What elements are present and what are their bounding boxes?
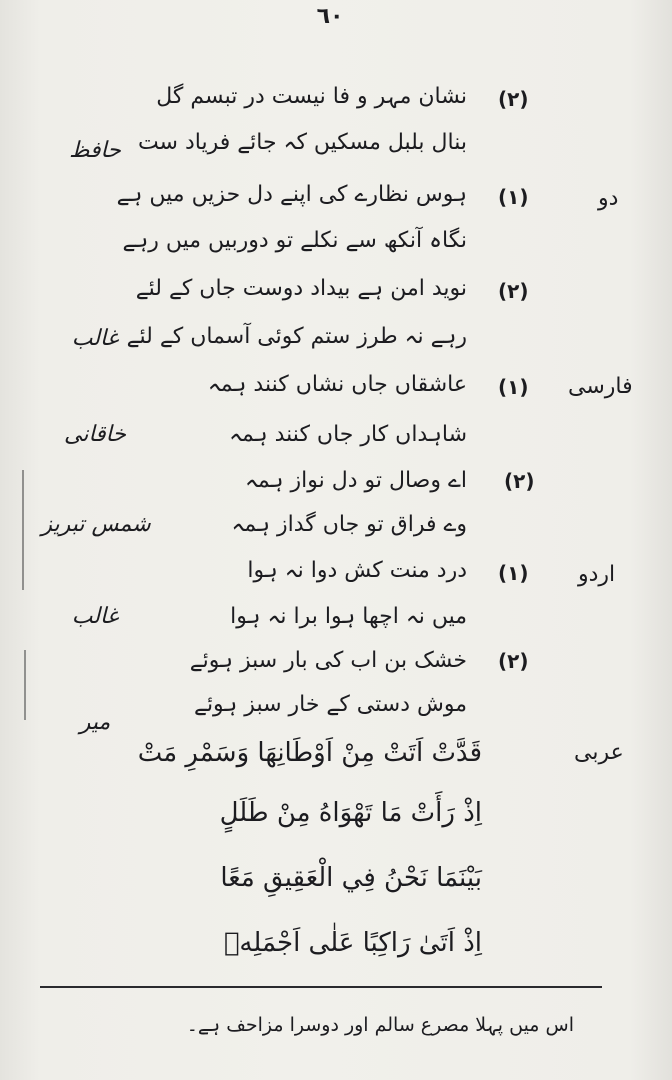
verse-number: (۲) (504, 469, 535, 493)
verse-line: رہے نہ طرز ستم کوئی آسماں کے لئے (126, 324, 467, 349)
verse-number: (۱) (498, 561, 529, 585)
language-label: دو (598, 186, 619, 211)
poet-name: غالب (71, 326, 119, 351)
language-label: عربی (574, 740, 624, 765)
arabic-verse-line: قَدَّتْ اَتَتْ مِنْ اَوْطَانِهَا وَسَمْرِ مَتْ (137, 738, 482, 768)
verse-number: (۲) (498, 279, 529, 303)
language-label: اردو (578, 562, 616, 587)
language-label: فارسی (568, 374, 633, 399)
verse-number: (۱) (498, 185, 529, 209)
arabic-verse-line: بَيْنَمَا نَحْنُ فِي الْعَقِيقِ مَعًا (220, 863, 482, 893)
verse-line: نشان مہر و فا نیست در تبسم گل (156, 84, 467, 109)
poet-name: شمس تبریز (41, 512, 151, 537)
verse-line: ہوس نظارے کی اپنے دل حزیں میں ہے (116, 182, 467, 207)
poet-name: میر (79, 710, 111, 735)
verse-line: میں نہ اچھا ہوا برا نہ ہوا (230, 604, 467, 629)
margin-mark (22, 470, 24, 590)
verse-line: خشک بن اب کی بار سبز ہوئے (189, 648, 467, 673)
verse-line: درد منت کش دوا نہ ہوا (247, 558, 467, 583)
arabic-verse-line: اِذْ رَأَتْ مَا تَهْوَاهُ مِنْ طَلَلٍ (219, 798, 482, 828)
verse-line: نوید امن ہے بیداد دوست جاں کے لئے (135, 276, 467, 301)
verse-line: شاہداں کار جاں کنند ہمہ (229, 422, 467, 447)
verse-number: (۲) (498, 649, 529, 673)
arabic-verse-line: اِذْ اَتَیٰ رَاكِبًا عَلٰی اَجْمَلِهٖ (223, 928, 482, 958)
page-number: ٦٠ (316, 4, 344, 29)
poet-name: غالب (71, 604, 119, 629)
verse-line: اے وصال تو دل نواز ہمہ (245, 468, 467, 493)
poet-name: خاقانی (64, 422, 126, 447)
verse-number: (۱) (498, 375, 529, 399)
verse-number: (۲) (498, 87, 529, 111)
verse-line: موش دستی کے خار سبز ہوئے (194, 692, 467, 717)
verse-line: بنال بلبل مسکیں کہ جائے فریاد ست (137, 130, 467, 155)
poet-name: حافظ (69, 138, 121, 163)
verse-line: نگاہ آنکھ سے نکلے تو دوربیں میں رہے (122, 228, 467, 253)
footnote-text: اس میں پہلا مصرع سالم اور دوسرا مزاحف ہے۔ (186, 1014, 574, 1036)
verse-line: عاشقاں جاں نشاں کنند ہمہ (207, 372, 467, 397)
verse-line: وے فراق تو جاں گداز ہمہ (231, 512, 467, 537)
margin-mark (24, 650, 26, 720)
footnote-divider (40, 986, 602, 988)
